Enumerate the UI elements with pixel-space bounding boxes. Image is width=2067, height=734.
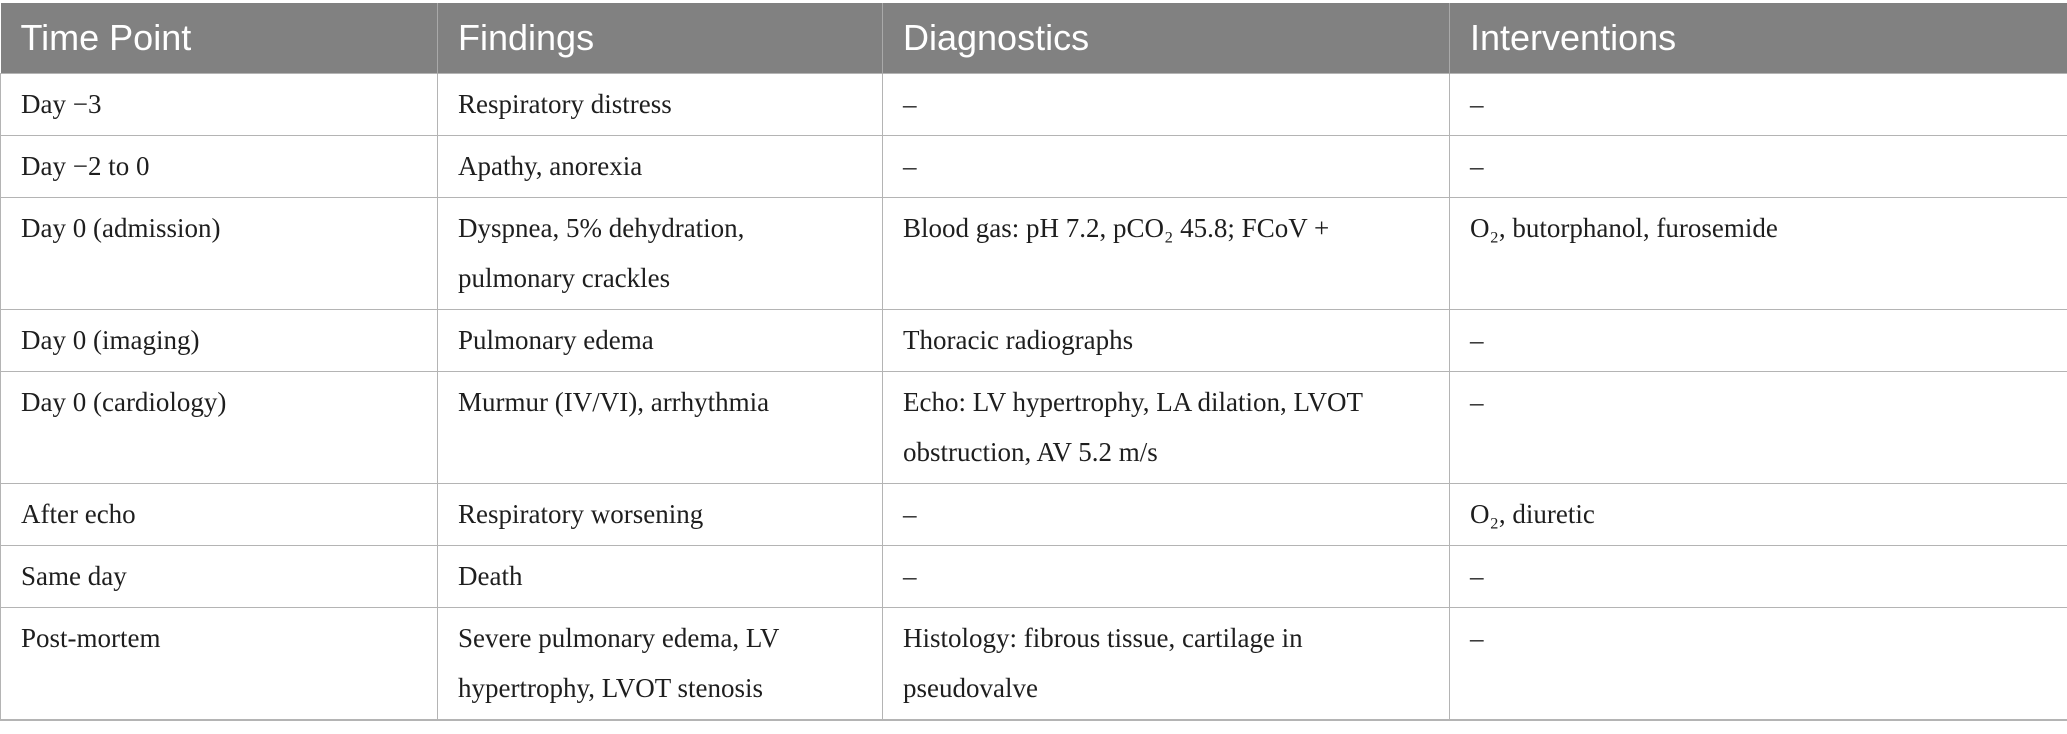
time-point-cell: Post-mortem [1,607,438,720]
time-point-cell: Same day [1,545,438,607]
time-point-cell: Day 0 (imaging) [1,309,438,371]
interventions-cell: – [1450,309,2067,371]
time-point-cell: Day 0 (cardiology) [1,371,438,483]
interventions-cell: – [1450,135,2067,197]
findings-cell: Dyspnea, 5% dehydration, pulmonary crackles [438,197,883,309]
findings-cell: Apathy, anorexia [438,135,883,197]
time-point-cell: Day −3 [1,73,438,135]
table-row [1,483,2067,545]
header-findings: Findings [438,3,883,73]
interventions-cell: O₂, diuretic [1450,483,2067,545]
diagnostics-cell: – [883,483,1450,545]
interventions-cell: – [1450,73,2067,135]
diagnostics-cell: – [883,135,1450,197]
header-diagnostics: Diagnostics [883,3,1450,73]
interventions-cell: – [1450,371,2067,483]
table-row [1,607,2067,720]
time-point-cell: Day 0 (admission) [1,197,438,309]
time-point-cell: After echo [1,483,438,545]
time-point-cell: Day −2 to 0 [1,135,438,197]
findings-cell: Respiratory distress [438,73,883,135]
clinical-timeline-table [0,3,2067,721]
interventions-cell: – [1450,607,2067,720]
diagnostics-cell: Thoracic radiographs [883,309,1450,371]
diagnostics-cell: Blood gas: pH 7.2, pCO₂ 45.8; FCoV + [883,197,1450,309]
diagnostics-cell: Echo: LV hypertrophy, LA dilation, LVOT obstruction, AV 5.2 m/s [883,371,1450,483]
header-time-point: Time Point [1,3,438,73]
findings-cell: Death [438,545,883,607]
diagnostics-cell: – [883,73,1450,135]
diagnostics-cell: Histology: fibrous tissue, cartilage in pseudovalve [883,607,1450,720]
table-row [1,197,2067,309]
header-interventions: Interventions [1450,3,2067,73]
table-row [1,545,2067,607]
table-header-row [1,3,2067,73]
findings-cell: Pulmonary edema [438,309,883,371]
diagnostics-cell: – [883,545,1450,607]
table-row [1,135,2067,197]
table-row [1,309,2067,371]
table-row [1,371,2067,483]
findings-cell: Murmur (IV/VI), arrhythmia [438,371,883,483]
findings-cell: Respiratory worsening [438,483,883,545]
table-row [1,73,2067,135]
interventions-cell: O₂, butorphanol, furosemide [1450,197,2067,309]
interventions-cell: – [1450,545,2067,607]
findings-cell: Severe pulmonary edema, LV hypertrophy, LVOT stenosis [438,607,883,720]
